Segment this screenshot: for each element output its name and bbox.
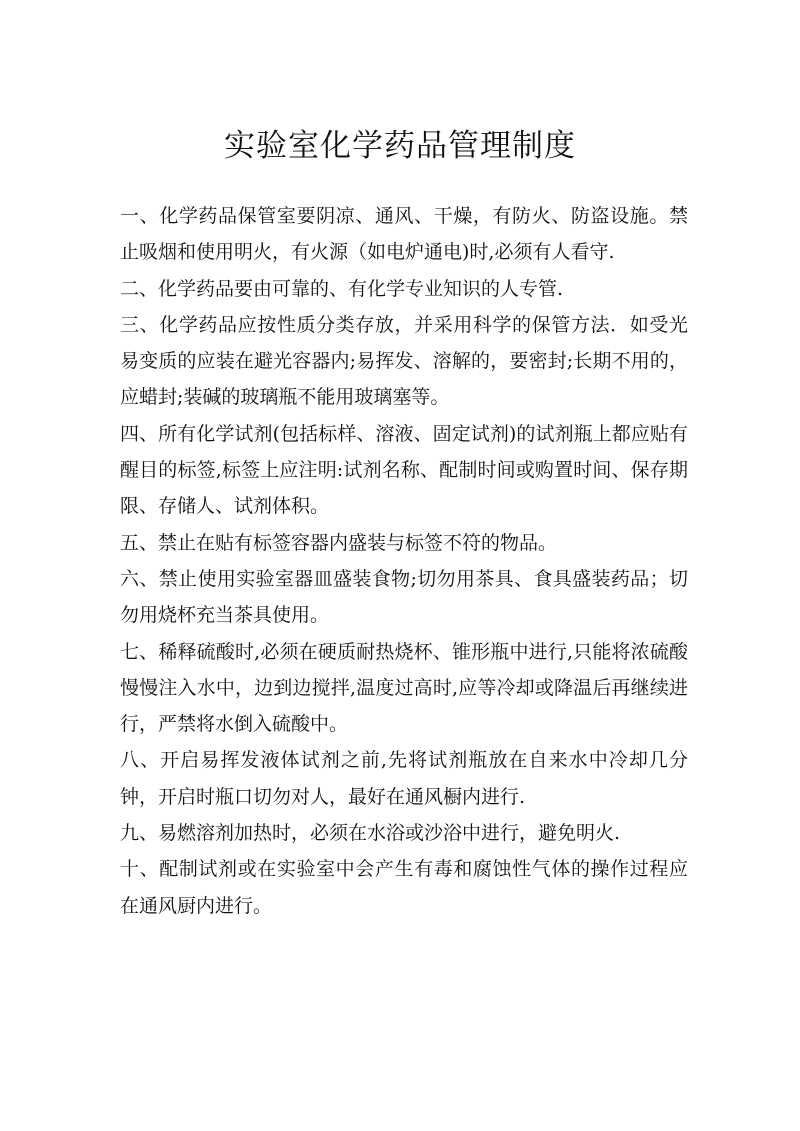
paragraph-8: 八、开启易挥发液体试剂之前,先将试剂瓶放在自来水中冷却几分钟，开启时瓶口切勿对人，最好在通风橱内进行. (120, 749, 688, 808)
paragraph-6: 六、禁止使用实验室器皿盛装食物;切勿用茶具、食具盛装药品；切勿用烧杯充当茶具使用。 (120, 567, 688, 627)
paragraph-1: 一、化学药品保管室要阴凉、通风、干燥，有防火、防盗设施。禁止吸烟和使用明火，有火源（如电炉通电)时,必须有人看守. (120, 205, 688, 264)
paragraph-9: 九、易燃溶剂加热时，必须在水浴或沙浴中进行，避免明火. (120, 822, 621, 845)
paragraph-3: 三、化学药品应按性质分类存放，并采用科学的保管方法．如受光易变质的应装在避光容器内;易挥发、溶解的，要密封;长期不用的，应蜡封;装碱的玻璃瓶不能用玻璃塞等。 (120, 313, 688, 409)
paragraph-7: 七、稀释硫酸时,必须在硬质耐热烧杯、锥形瓶中进行,只能将浓硫酸慢慢注入水中，边到边搅拌,温度过高时,应等冷却或降温后再继续进行，严禁将水倒入硫酸中。 (120, 640, 688, 736)
document-body (120, 198, 688, 924)
paragraph-5: 五、禁止在贴有标签容器内盛装与标签不符的物品。 (120, 531, 558, 554)
paragraph-2: 二、化学药品要由可靠的、有化学专业知识的人专管. (120, 277, 564, 300)
paragraph-10: 十、配制试剂或在实验室中会产生有毒和腐蚀性气体的操作过程应在通风厨内进行。 (120, 858, 688, 917)
paragraph-4: 四、所有化学试剂(包括标样、溶液、固定试剂)的试剂瓶上都应贴有醒目的标签,标签上应注明:试剂名称、配制时间或购置时间、保存期限、存储人、试剂体积。 (120, 422, 688, 518)
page-title: 实验室化学药品管理制度 (224, 128, 576, 164)
